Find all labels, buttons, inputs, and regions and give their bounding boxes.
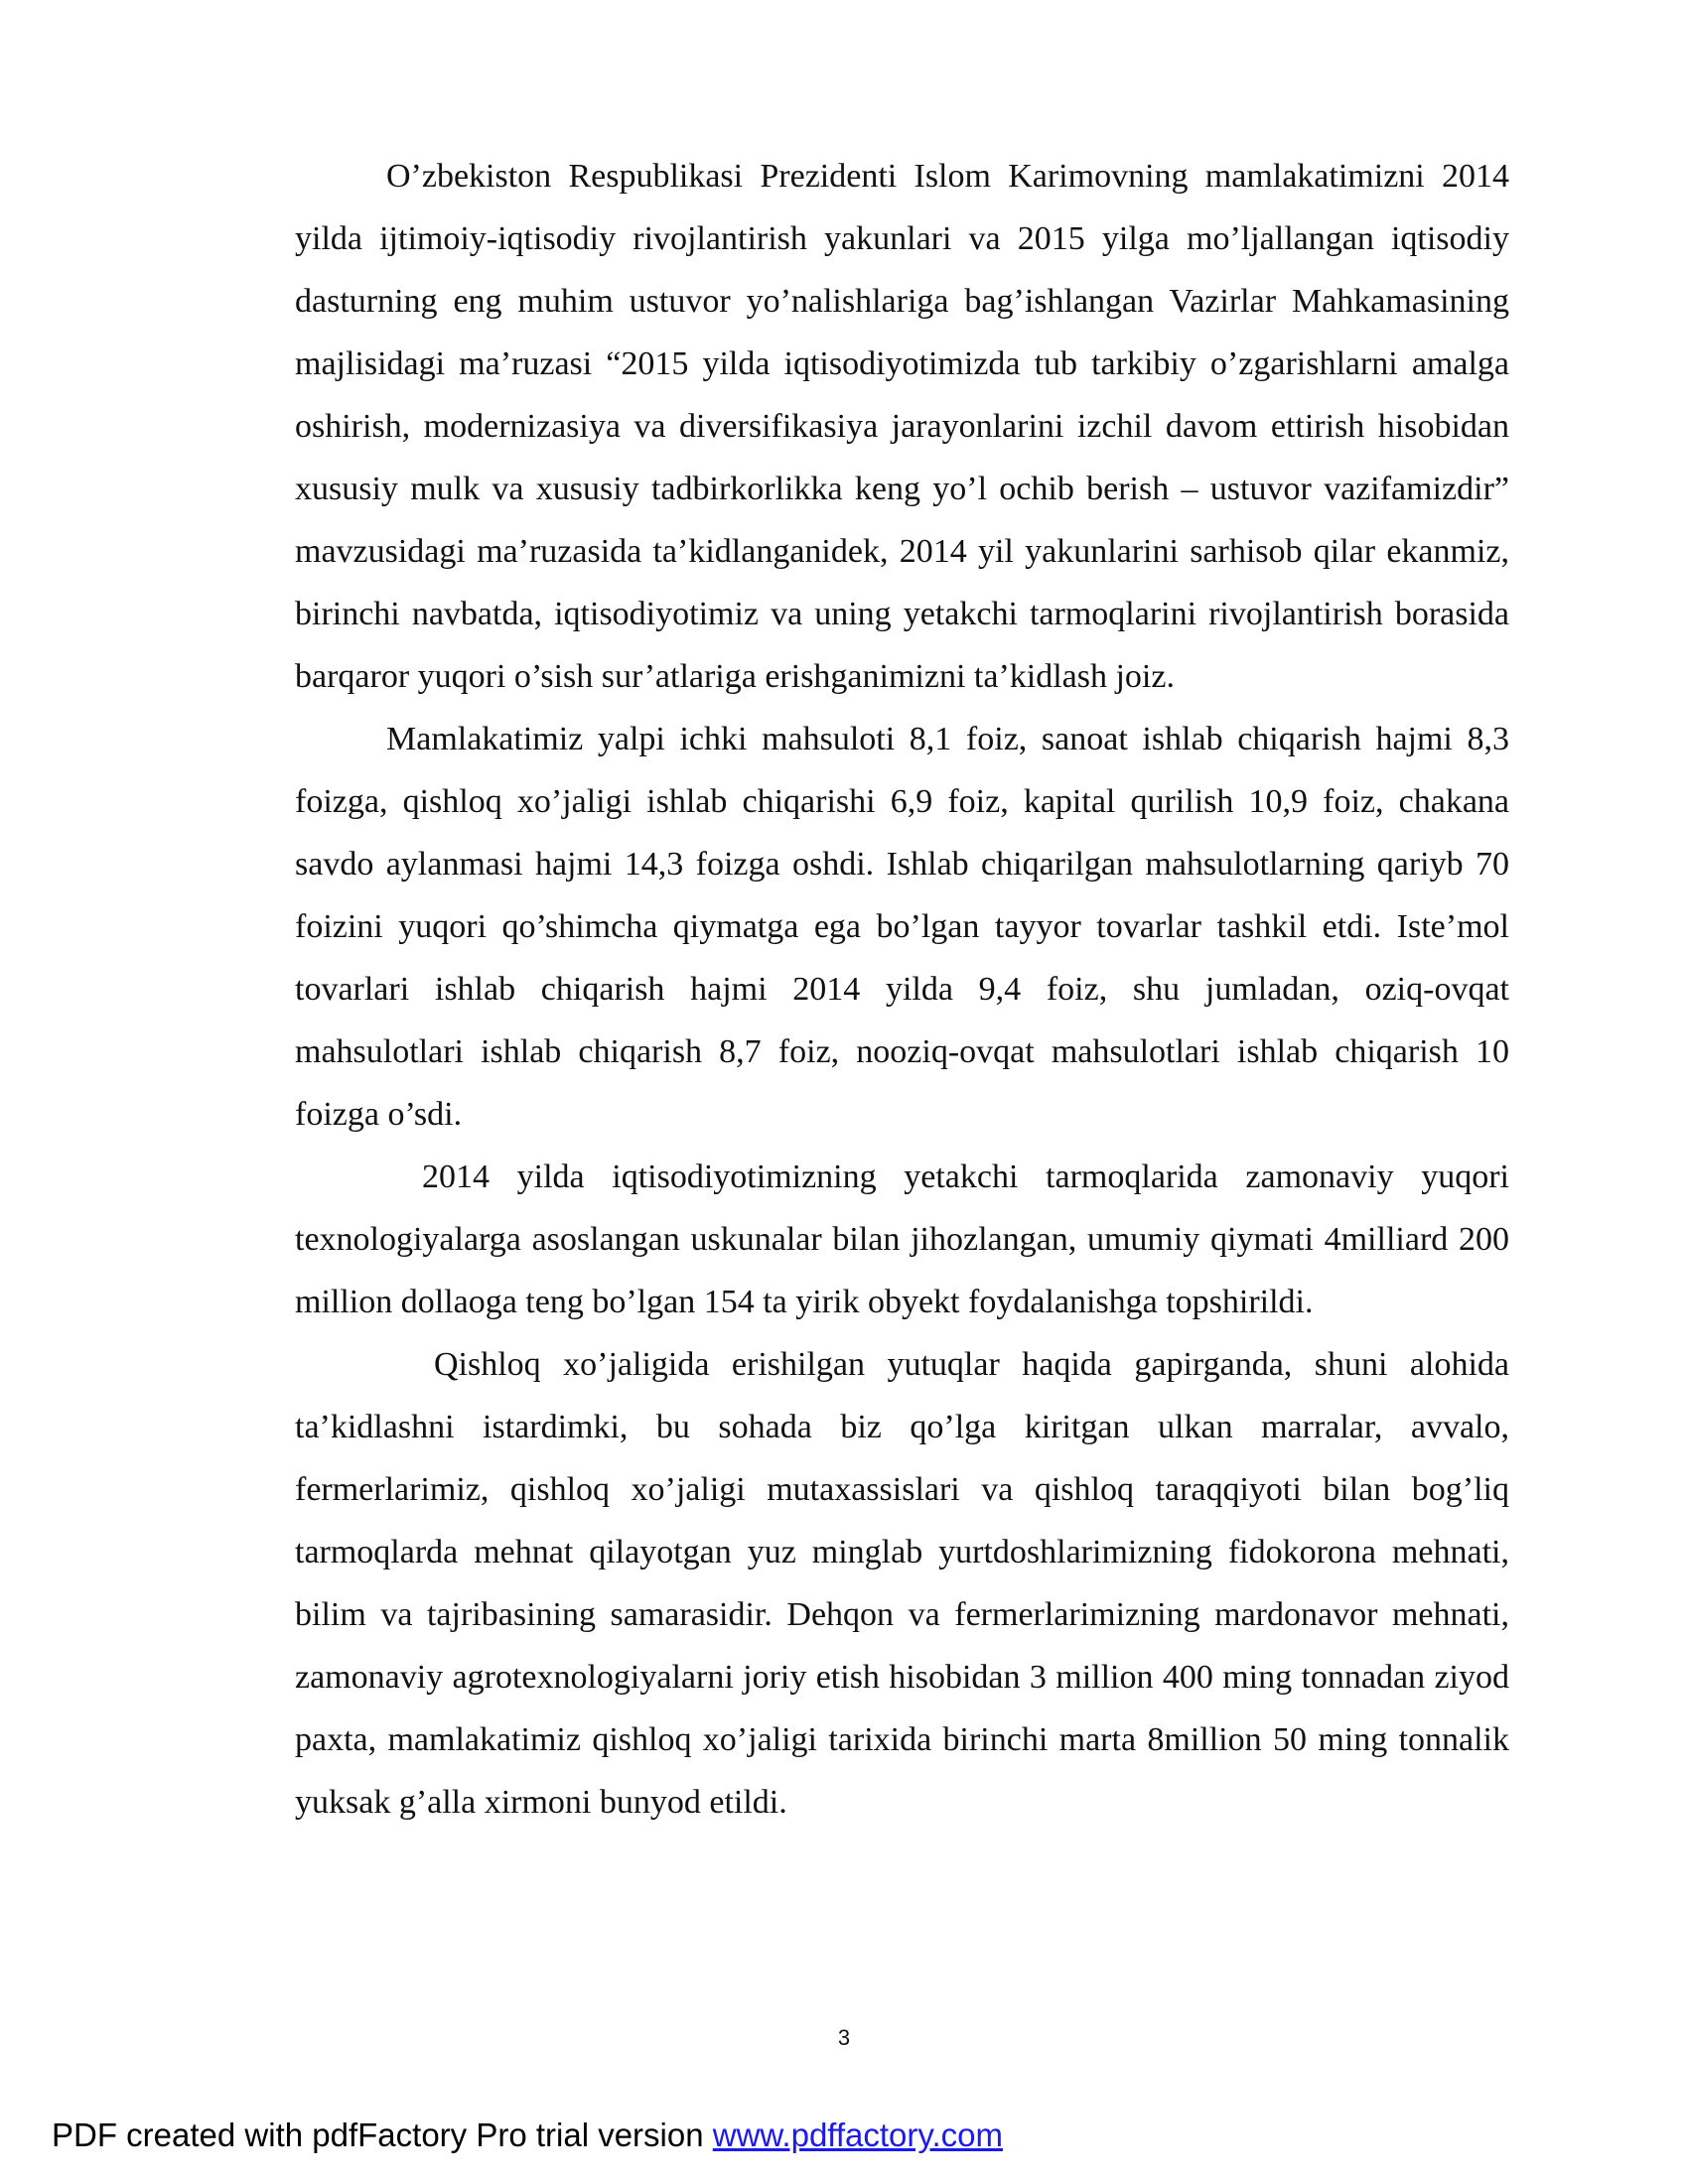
paragraph-1: O’zbekiston Respublikasi Prezidenti Islom Karimovning mamlakatimizni 2014 yilda ijtimoiy-iqtisodiy rivojlantirish yakunlari va 2015 yilga mo’ljallangan iqtisodiy dasturning eng muhim ustuvor yo’nalishlariga bag’ishlangan Vazirlar Mahkamasining majlisidagi ma’ruzasi “2015 yilda iqtisodiyotimizda tub tarkibiy o’zgarishlarni amalga oshirish, modernizasiya va diversifikasiya jarayonlarini izchil davom ettirish hisobidan xususiy mulk va xususiy tadbirkorlikka keng yo’l ochib berish – ustuvor vazifamizdir” mavzusidagi ma’ruzasida ta’kidlanganidek, 2014 yil yakunlarini sarhisob qilar ekanmiz, birinchi navbatda, iqtisodiyotimiz va uning yetakchi tarmoqlarini rivojlantirish borasida barqaror yuqori o’sish sur’atlariga erishganimizni ta’kidlash joiz. — [295, 158, 1509, 695]
paragraph-2: Mamlakatimiz yalpi ichki mahsuloti 8,1 foiz, sanoat ishlab chiqarish hajmi 8,3 foizga, qishloq xo’jaligi ishlab chiqarishi 6,9 foiz, kapital qurilish 10,9 foiz, chakana savdo aylanmasi hajmi 14,3 foizga oshdi. Ishlab chiqarilgan mahsulotlarning qariyb 70 foizini yuqori qo’shimcha qiymatga ega bo’lgan tayyor tovarlar tashkil etdi. Iste’mol tovarlari ishlab chiqarish hajmi 2014 yilda 9,4 foiz, shu jumladan, oziq-ovqat mahsulotlari ishlab chiqarish 8,7 foiz, nooziq-ovqat mahsulotlari ishlab chiqarish 10 foizga o’sdi. — [295, 721, 1509, 1133]
pdf-footer — [52, 2116, 1003, 2154]
page-number: 3 — [837, 2025, 851, 2050]
footer-link[interactable]: www.pdffactory.com — [712, 2116, 1003, 2153]
paragraph-4: Qishloq xo’jaligida erishilgan yutuqlar haqida gapirganda, shuni alohida ta’kidlashni istardimki, bu sohada biz qo’lga kiritgan ulkan marralar, avvalo, fermerlarimiz, qishloq xo’jaligi mutaxassislari va qishloq taraqqiyoti bilan bog’liq tarmoqlarda mehnat qilayotgan yuz minglab yurtdoshlarimizning fidokorona mehnati, bilim va tajribasining samarasidir. Dehqon va fermerlarimizning mardonavor mehnati, zamonaviy agrotexnologiyalarni joriy etish hisobidan 3 million 400 ming tonnadan ziyod paxta, mamlakatimiz qishloq xo’jaligi tarixida birinchi marta 8million 50 ming tonnalik yuksak g’alla xirmoni bunyod etildi. — [295, 1346, 1509, 1821]
paragraph-3: 2014 yilda iqtisodiyotimizning yetakchi tarmoqlarida zamonaviy yuqori texnologiyalarga asoslangan uskunalar bilan jihozlangan, umumiy qiymati 4milliard 200 million dollaoga teng bo’lgan 154 ta yirik obyekt foydalanishga topshirildi. — [295, 1159, 1509, 1320]
footer-text: PDF created with pdfFactory Pro trial version — [52, 2116, 713, 2153]
document-body — [295, 145, 1509, 1834]
